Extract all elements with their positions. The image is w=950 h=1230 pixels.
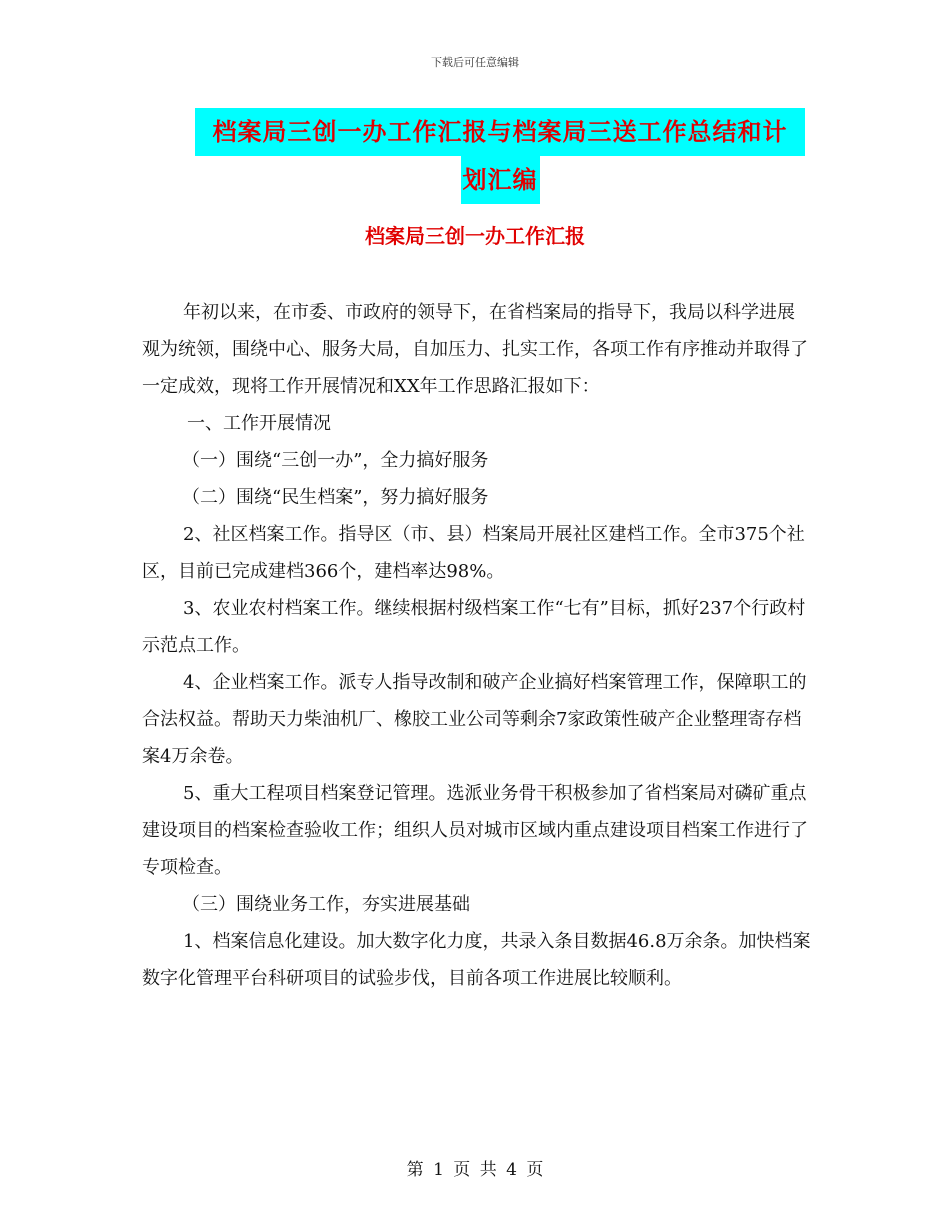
section-title: 档案局三创一办工作汇报 [365,224,585,248]
paragraph-informatization: 1、档案信息化建设。加大数字化力度，共录入条目数据46.8万余条。加快档案数字化管理平台科研项目的试验步伐，目前各项工作进展比较顺利。 [142,931,811,989]
subheading-2: （二）围绕“民生档案”，努力搞好服务 [182,487,489,508]
intro-paragraph: 年初以来，在市委、市政府的领导下，在省档案局的指导下，我局以科学进展观为统领，围绕中心、服务大局，自加压力、扎实工作，各项工作有序推动并取得了一定成效，现将工作开展情况和XX年工作思路汇报如下： [142,302,808,397]
page-footer: 第 1 页 共 4 页 [406,1160,544,1180]
heading-work-progress: 一、工作开展情况 [187,413,331,434]
document-title-line2: 划汇编 [461,156,540,204]
document-title [190,108,810,204]
paragraph-rural-archives: 3、农业农村档案工作。继续根据村级档案工作“七有”目标，抓好237个行政村示范点工作。 [142,598,806,656]
paragraph-enterprise-archives: 4、企业档案工作。派专人指导改制和破产企业搞好档案管理工作，保障职工的合法权益。帮助天力柴油机厂、橡胶工业公司等剩余7家政策性破产企业整理寄存档案4万余卷。 [142,672,807,767]
document-title-line1: 档案局三创一办工作汇报与档案局三送工作总结和计 [195,108,805,156]
paragraph-project-archives: 5、重大工程项目档案登记管理。选派业务骨干积极参加了省档案局对磷矿重点建设项目的档案检查验收工作；组织人员对城市区域内重点建设项目档案工作进行了专项检查。 [142,783,808,878]
subheading-1: （一）围绕“三创一办”，全力搞好服务 [182,450,489,471]
document-body [142,294,812,997]
subheading-3: （三）围绕业务工作，夯实进展基础 [182,894,470,915]
paragraph-community-archives: 2、社区档案工作。指导区（市、县）档案局开展社区建档工作。全市375个社区，目前已完成建档366个，建档率达98%。 [142,524,805,582]
header-note: 下载后可任意编辑 [431,56,519,69]
